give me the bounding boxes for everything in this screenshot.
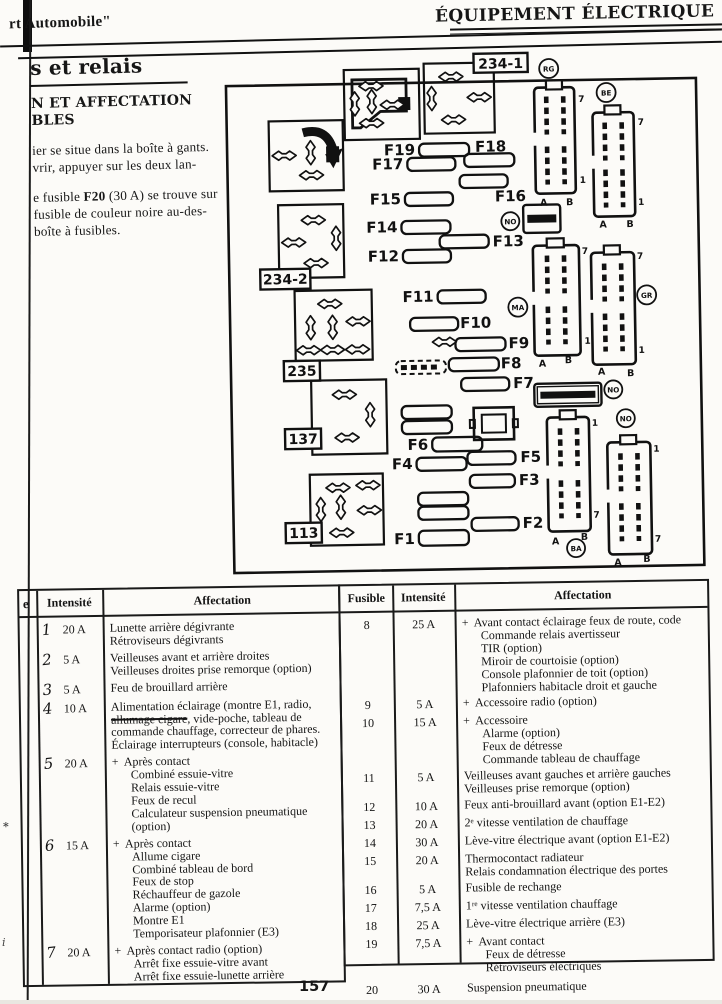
col-header-intensite: Intensité — [46, 595, 92, 610]
svg-text:7: 7 — [637, 117, 645, 128]
svg-text:F3: F3 — [518, 470, 540, 490]
svg-text:7: 7 — [581, 246, 589, 257]
fuse-f20-reference: F20 — [83, 188, 106, 205]
fuse-table-left — [17, 584, 346, 987]
margin-mark-star: * — [3, 820, 9, 833]
fuse-table — [17, 579, 717, 998]
col-header-intensite: Intensité — [400, 589, 446, 605]
svg-text:234-2: 234-2 — [262, 271, 308, 289]
table-row: 6 15 A + Après contact Allume cigare Combiné tableau de bord Feux de stop Réchauffeur de gazole Alarme (option) Montre E1 Temporisateur plafonnier (E3) — [43, 835, 280, 941]
svg-text:F10: F10 — [459, 313, 492, 333]
header-left-fragment: rt Automobile" — [8, 13, 112, 33]
table-row: 10 15 A + Accessoire Alarme (option) Feux de détresse Commande tableau de chauffage — [362, 713, 641, 767]
table-row: 12 10 A Feux anti-brouillard avant (option E1-E2) — [363, 794, 666, 814]
relay-label-234-2 — [260, 269, 310, 290]
svg-text:F18: F18 — [474, 137, 507, 156]
svg-text:F9: F9 — [508, 333, 530, 353]
svg-text:B: B — [580, 531, 589, 544]
svg-text:7: 7 — [593, 510, 600, 521]
svg-text:F8: F8 — [500, 354, 522, 373]
svg-text:1: 1 — [653, 444, 660, 455]
connector-no-bottom — [605, 435, 662, 569]
connector-gr — [589, 245, 646, 380]
table-row: 2 5 A Veilleuses avant et arrière droites Veilleuses droites prise remorque (option) — [41, 648, 312, 678]
table-row: 5 20 A + Après contact Combiné essuie-vitre Relais essuie-vitre Feux de recul Calculateur suspension pneumatique (option) — [42, 753, 308, 834]
section-heading: N ET AFFECTATION BLES — [30, 92, 193, 129]
svg-text:NO: NO — [619, 414, 632, 424]
table-row: 4 10 A Alimentation éclairage (montre E1, radio, allumage cigare, vide-poche, tableau de commande chauffage, correcteur de phares. Éclairage interrupteurs (console, habitacle) — [21, 697, 341, 753]
svg-text:1: 1 — [584, 336, 591, 347]
svg-text:BA: BA — [570, 544, 582, 554]
table-row: 19 7,5 A + Avant contact Feux de détresse Rétroviseurs électriques — [365, 933, 602, 974]
svg-text:NO: NO — [504, 217, 517, 227]
svg-text:F14: F14 — [366, 218, 398, 237]
affectation-with-strikethrough: Alimentation éclairage (montre E1, radio, allumage cigare, vide-poche, tableau de commande chauffage, correcteur de phares. Éclairage interrupteurs (console, habitacle) — [110, 696, 321, 753]
svg-text:MA: MA — [511, 302, 525, 313]
table-row: 1 20 A Lunette arrière dégivrante Rétroviseurs dégivrants — [40, 618, 235, 648]
table-row: 7 20 A + Après contact radio (option) Arrêt fixe essuie-vitre avant Arrêt fixe essuie-lunette arrière — [45, 941, 285, 984]
svg-text:A: A — [539, 197, 548, 209]
svg-text:F12: F12 — [367, 247, 400, 266]
section-title: s et relais — [30, 53, 143, 80]
svg-text:1: 1 — [637, 197, 645, 208]
page-title: ÉQUIPEMENT ÉLECTRIQUE — [434, 1, 715, 27]
svg-text:A: A — [538, 358, 547, 370]
svg-text:1: 1 — [638, 345, 645, 356]
svg-text:F1: F1 — [394, 529, 416, 549]
svg-text:GR: GR — [640, 290, 653, 300]
connector-no-wide — [534, 383, 601, 407]
svg-text:BE: BE — [600, 88, 612, 98]
paragraph-1: ier se situe dans la boîte à gants. vrir, appuyer sur les deux lan- — [31, 139, 210, 176]
fuse-box-diagram — [221, 48, 710, 584]
svg-text:7: 7 — [578, 94, 585, 106]
svg-text:1: 1 — [591, 418, 599, 429]
svg-text:235: 235 — [287, 363, 317, 381]
paragraph-2-post: (30 A) se trouve sur fusible de couleur noire au-des- boîte à fusibles. — [33, 185, 218, 240]
svg-text:1: 1 — [579, 175, 587, 186]
struck-text: allumage cigare — [110, 711, 188, 727]
svg-text:RG: RG — [542, 64, 555, 74]
page-number: 157 — [299, 979, 330, 995]
section-title-rule — [30, 81, 188, 87]
relay-box-top-middle — [344, 69, 420, 140]
relay-box-235 — [295, 290, 373, 361]
svg-text:F13: F13 — [492, 231, 524, 251]
table-row: 3 5 A Feu de brouillard arrière — [41, 678, 228, 699]
svg-text:B: B — [626, 219, 634, 231]
table-row: 8 25 A + Avant contact éclairage feux de route, code Commande relais avertisseur TIR (option) Miroir de courtoisie (option) Console plafonnier de toit (option) Plafonniers habitacle droit et gauche — [363, 612, 682, 694]
svg-text:F16: F16 — [494, 186, 527, 206]
svg-text:A: A — [614, 557, 622, 569]
fuse-table-right — [338, 579, 715, 998]
relay-label-137 — [285, 429, 321, 450]
svg-text:B: B — [643, 553, 651, 565]
relay-box-137 — [311, 379, 387, 454]
table-row: 9 5 A + Accessoire radio (option) — [364, 694, 597, 713]
svg-text:F5: F5 — [520, 447, 542, 467]
connector-ma — [531, 238, 592, 370]
svg-text:A: A — [599, 219, 607, 231]
svg-text:F15: F15 — [369, 190, 402, 209]
svg-text:7: 7 — [654, 534, 662, 545]
relay-label-113 — [286, 523, 322, 544]
svg-text:113: 113 — [289, 525, 319, 543]
relay-box-234-2 — [278, 204, 344, 278]
table-row: 15 20 A Thermocontact radiateur Relais condamnation électrique des portes — [364, 849, 669, 879]
relay-box-arrow — [269, 120, 344, 191]
svg-text:F6: F6 — [407, 435, 429, 455]
table-row: 18 25 A Lève-vitre électrique arrière (E3) — [365, 913, 626, 933]
col-header-fusible: Fusible — [347, 590, 386, 606]
table-row: 14 30 A Lève-vitre électrique avant (option E1-E2) — [363, 830, 670, 850]
sidebar-text-column — [30, 51, 236, 240]
svg-text:137: 137 — [288, 431, 318, 449]
svg-text:A: A — [597, 366, 606, 378]
table-row: 11 5 A Veilleuses avant gauches et arrière gauches Veilleuses prise remorque (option) — [363, 765, 671, 796]
col-header-affectation: Affectation — [193, 592, 252, 608]
relay-label-234-1 — [473, 53, 527, 73]
connector-ba — [545, 410, 601, 548]
table-row: 13 20 A 2ᵉ vitesse ventilation de chauffage — [363, 813, 629, 832]
paragraph-2 — [33, 185, 236, 241]
svg-text:B: B — [626, 368, 635, 380]
cut-header-fragment: e — [22, 595, 29, 611]
paragraph-2-pre: e fusible — [33, 189, 84, 206]
f9-fuse-symbol — [432, 337, 456, 346]
svg-text:B: B — [565, 197, 574, 209]
svg-text:B: B — [564, 355, 573, 367]
table-body-left — [20, 613, 344, 984]
svg-text:F11: F11 — [402, 287, 434, 307]
table-row: 16 5 A Fusible de rechange — [364, 878, 562, 897]
margin-mark-i: i — [2, 936, 6, 949]
svg-text:234-1: 234-1 — [478, 55, 524, 73]
svg-text:F17: F17 — [372, 155, 404, 174]
table-row: 20 30 A Suspension pneumatique — [365, 979, 587, 998]
svg-text:F2: F2 — [522, 513, 544, 533]
relay-label-235 — [284, 361, 320, 382]
svg-text:NO: NO — [607, 385, 620, 395]
svg-text:A: A — [551, 536, 560, 548]
svg-text:F19: F19 — [383, 140, 416, 160]
svg-text:F4: F4 — [391, 454, 413, 474]
svg-text:F7: F7 — [513, 373, 535, 393]
connector-rg — [532, 80, 586, 209]
col-header-affectation: Affectation — [553, 587, 612, 603]
connector-be — [590, 105, 645, 231]
svg-text:7: 7 — [636, 251, 644, 263]
table-row: 17 7,5 A 1ʳᵉ vitesse ventilation chauffage — [364, 895, 618, 915]
